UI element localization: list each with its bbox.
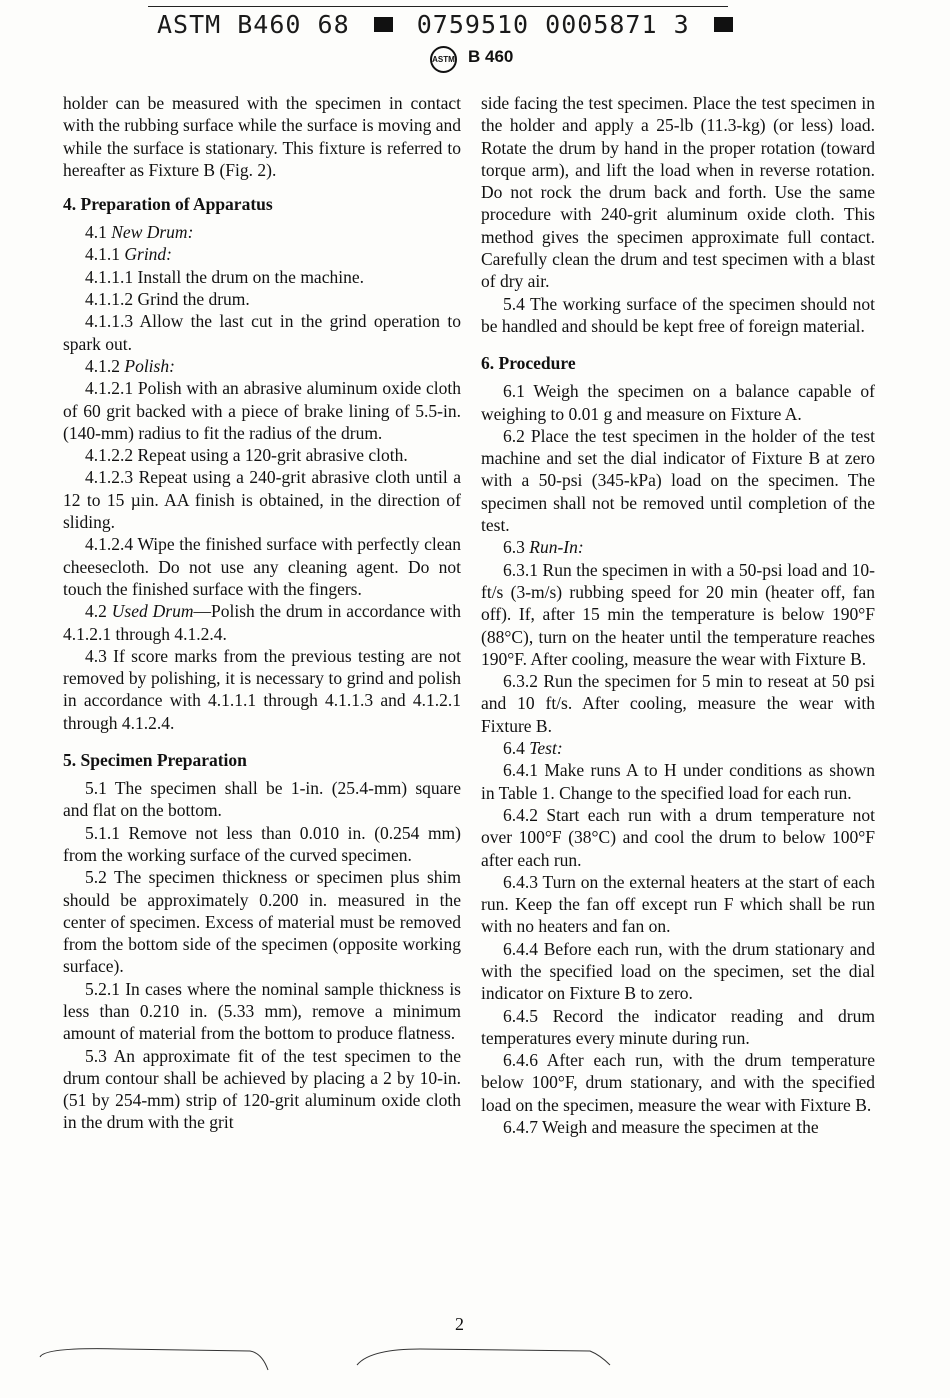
paragraph: 6.4.1 Make runs A to H under conditions as shown in Table 1. Change to the specified load for each run. <box>481 760 875 803</box>
astm-logo <box>430 46 457 73</box>
section-heading: 5. Specimen Preparation <box>63 750 247 771</box>
paragraph: 4.1.2.3 Repeat using a 240-grit abrasive cloth until a 12 to 15 µin. AA finish is obtained, in the direction of sliding. <box>63 467 461 533</box>
paragraph <box>63 243 461 265</box>
document-code-part2: 0759510 0005871 3 <box>416 10 690 39</box>
margin-scan-marks <box>0 1335 950 1398</box>
paragraph: 4.1.2.4 Wipe the finished surface with perfectly clean cheesecloth. Do not use any cleaning agent. Do not touch the finished surface with the fingers. <box>63 534 461 599</box>
standard-designation: B 460 <box>468 47 514 66</box>
paragraph: 4.1.1.1 Install the drum on the machine. <box>85 266 364 287</box>
clause-term: Test: <box>529 738 563 759</box>
block-mark <box>714 17 733 32</box>
paragraph <box>63 355 461 377</box>
paragraph: 5.2 The specimen thickness or specimen plus shim should be approximately 0.200 in. measured in the center of specimen. Excess of material must be removed from the bottom side of the specimen (opposite working surface). <box>63 867 461 977</box>
paragraph: 6.1 Weigh the specimen on a balance capable of weighing to 0.01 g and measure on Fixture A. <box>481 381 875 424</box>
header-rule <box>148 6 728 7</box>
paragraph <box>63 221 461 243</box>
block-mark <box>374 17 393 32</box>
paragraph: 6.3.2 Run the specimen for 5 min to reseat at 50 psi and 10 ft/s. After cooling, measure the wear with Fixture B. <box>481 671 875 736</box>
paragraph: 5.1 The specimen shall be 1-in. (25.4-mm) square and flat on the bottom. <box>63 778 461 821</box>
paragraph <box>481 737 875 759</box>
clause-term: Used Drum <box>111 601 194 622</box>
clause-term: Run-In: <box>529 537 584 558</box>
paragraph: 4.1.2.2 Repeat using a 120-grit abrasive cloth. <box>85 445 408 466</box>
paragraph: 6.2 Place the test specimen in the holder of the test machine and set the dial indicator of Fixture B at zero with a 50-psi (345-kPa) load on the specimen. The specimen shall not be removed until completion of the test. <box>481 425 875 536</box>
clause-term: New Drum: <box>111 222 194 243</box>
left-column <box>63 92 461 1134</box>
right-column <box>481 92 875 1138</box>
section-heading: 6. Procedure <box>481 353 576 374</box>
page-number: 2 <box>455 1314 464 1334</box>
section-heading: 4. Preparation of Apparatus <box>63 194 273 215</box>
clause-number: 4.1 <box>85 222 107 243</box>
paragraph: 5.2.1 In cases where the nominal sample thickness is less than 0.210 in. (5.33 mm), remove a minimum amount of material from the bottom to produce flatness. <box>63 978 461 1044</box>
paragraph: 6.4.6 After each run, with the drum temperature below 100°F, drum stationary, and with the specified load on the specimen, measure the wear with Fixture B. <box>481 1050 875 1115</box>
clause-number: 4.2 <box>85 601 107 622</box>
paragraph: 6.4.4 Before each run, with the drum stationary and with the specified load on the specimen, set the dial indicator on Fixture B to zero. <box>481 938 875 1004</box>
paragraph: 4.1.1.3 Allow the last cut in the grind operation to spark out. <box>63 311 461 354</box>
clause-text: —Polish the drum in accordance with 4.1.2.1 through 4.1.2.4. <box>63 601 462 644</box>
clause-number: 6.3 <box>503 537 525 558</box>
document-code-header <box>157 10 757 42</box>
paragraph: 5.4 The working surface of the specimen should not be handled and should be kept free of foreign material. <box>481 293 875 336</box>
paragraph <box>63 600 461 645</box>
paragraph: side facing the test specimen. Place the test specimen in the holder and apply a 25-lb (11.3-kg) (or less) load. Rotate the drum by hand in the proper rotation (toward torque arm), and lift the load when in reverse rotation. Do not rock the drum back and forth. Use the same procedure with 240-grit aluminum oxide cloth. This method gives the specimen approximate full contact. Carefully clean the drum and test specimen with a blast of dry air. <box>481 93 875 292</box>
paragraph: 6.4.7 Weigh and measure the specimen at the <box>503 1117 819 1138</box>
paragraph: 5.1.1 Remove not less than 0.010 in. (0.254 mm) from the working surface of the curved specimen. <box>63 822 461 865</box>
paragraph: 5.3 An approximate fit of the test specimen to the drum contour shall be achieved by placing a 2 by 10-in. (51 by 254-mm) strip of 120-grit aluminum oxide cloth in the drum with the grit <box>63 1045 461 1133</box>
clause-term: Polish: <box>124 355 175 376</box>
clause-number: 4.1.2 <box>85 355 120 376</box>
paragraph: 6.4.5 Record the indicator reading and drum temperatures every minute during run. <box>481 1005 875 1048</box>
scan-mark-left <box>40 1349 268 1370</box>
paragraph: 4.3 If score marks from the previous testing are not removed by polishing, it is necessary to grind and polish in accordance with 4.1.1.1 through 4.1.1.3 and 4.1.2.1 through 4.1.2.4. <box>63 645 461 733</box>
paragraph: 6.3.1 Run the specimen in with a 50-psi load and 10-ft/s (3-m/s) rubbing speed for 20 min (heater off, fan off). If, after 15 min the temperature is below 190°F (88°C), turn on the heater until the temperature reaches 190°F. After cooling, measure the wear with Fixture B. <box>481 559 875 669</box>
scan-mark-right <box>357 1349 610 1365</box>
paragraph: holder can be measured with the specimen in contact with the rubbing surface while the surface is moving and while the surface is stationary. This fixture is referred to hereafter as Fixture B (Fig. 2). <box>63 93 462 180</box>
clause-number: 4.1.1 <box>85 244 120 265</box>
paragraph: 6.4.2 Start each run with a drum temperature not over 100°F (38°C) and cool the drum to below 100°F after each run. <box>481 804 875 870</box>
clause-number: 6.4 <box>503 738 525 759</box>
paragraph: 4.1.2.1 Polish with an abrasive aluminum oxide cloth of 60 grit backed with a piece of brake lining of 5.5-in. (140-mm) radius to fit the radius of the drum. <box>63 378 461 443</box>
clause-term: Grind: <box>124 244 173 265</box>
paragraph: 6.4.3 Turn on the external heaters at the start of each run. Keep the fan off except run F which shall be run with no heaters and fan on. <box>481 871 875 937</box>
document-code-part1: ASTM B460 68 <box>157 10 350 39</box>
astm-logo-text: ASTM <box>432 55 455 64</box>
paragraph <box>481 536 875 558</box>
paragraph: 4.1.1.2 Grind the drum. <box>85 289 250 310</box>
